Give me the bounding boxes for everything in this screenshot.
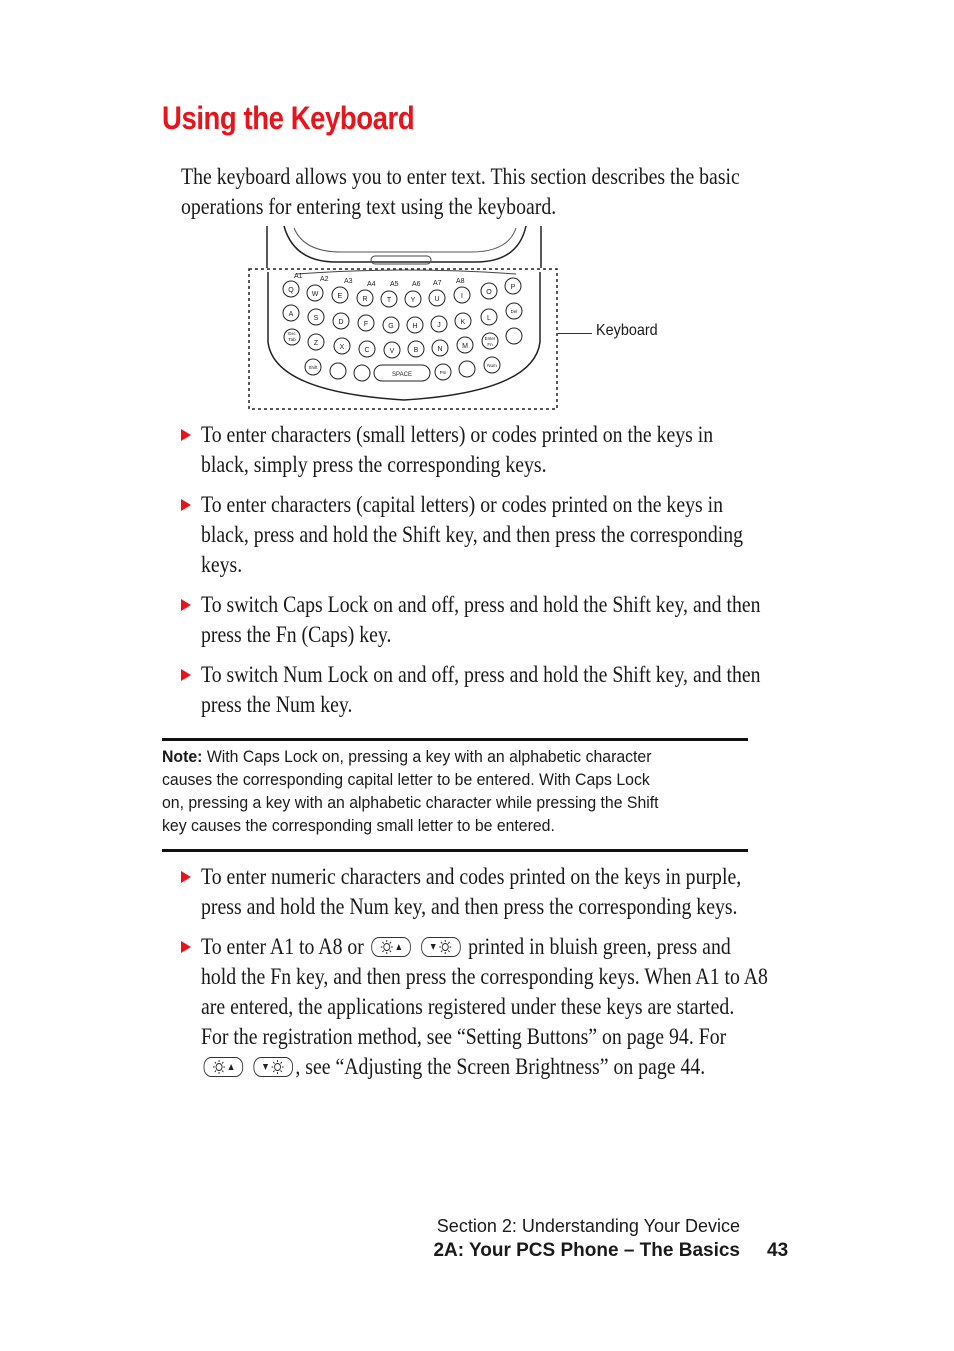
key-label: C	[364, 347, 370, 354]
key-label: X	[339, 344, 345, 351]
footer-chapter: 2A: Your PCS Phone – The Basics	[433, 1240, 740, 1261]
key-label: H	[412, 323, 418, 330]
key-label: Pm	[439, 370, 447, 375]
bullet-arrow-icon	[181, 669, 191, 681]
item-line: black, simply press the corresponding keys.	[201, 452, 547, 477]
key-label: V	[389, 348, 395, 355]
key-label: T	[386, 297, 392, 304]
key-label: J	[437, 322, 441, 329]
key-label: D	[338, 319, 344, 326]
key-label: Del	[510, 309, 518, 314]
note-bottom-rule	[162, 849, 748, 852]
item-line: To switch Num Lock on and off, press and hold the Shift key, and then	[201, 662, 761, 687]
item-line: printed in bluish green, press and	[468, 934, 731, 959]
bullet-list	[181, 420, 761, 730]
note-box	[162, 745, 720, 837]
key-label: M	[462, 343, 468, 350]
list-item	[181, 490, 761, 580]
key-label: O	[486, 289, 492, 296]
key-label: I	[461, 293, 463, 300]
key-label: Tab	[288, 337, 296, 342]
brightness-down-icon	[421, 937, 461, 957]
key-label: N	[437, 346, 443, 353]
brightness-down-icon	[253, 1057, 293, 1077]
callout-leader-line	[558, 333, 592, 334]
note-line: key causes the corresponding small letter to be entered.	[162, 816, 555, 835]
key-label: U	[434, 296, 440, 303]
key-label: Fn	[487, 342, 493, 347]
item-line: To enter A1 to A8 or	[201, 934, 364, 959]
key-label: B	[413, 347, 419, 354]
key-label: A3	[344, 278, 353, 285]
item-line: To enter numeric characters and codes printed on the keys in purple,	[201, 864, 742, 889]
list-item	[181, 420, 761, 480]
key-label: A2	[320, 276, 329, 283]
item-line: To switch Caps Lock on and off, press and hold the Shift key, and then	[201, 592, 761, 617]
bullet-arrow-icon	[181, 941, 191, 953]
key-label: K	[460, 319, 466, 326]
bullet-list	[181, 862, 768, 1092]
bullet-arrow-icon	[181, 599, 191, 611]
key-label: Num	[487, 363, 497, 368]
key-label: W	[311, 291, 319, 298]
key-label: F	[363, 321, 369, 328]
key-label: A6	[412, 281, 421, 288]
note-line: causes the corresponding capital letter to be entered. With Caps Lock	[162, 770, 650, 789]
intro-line: operations for entering text using the keyboard.	[181, 194, 557, 219]
key-label: A7	[433, 280, 442, 287]
item-line: To enter characters (small letters) or codes printed on the keys in	[201, 422, 714, 447]
list-item	[181, 862, 761, 922]
key-label: Y	[410, 297, 416, 304]
key-label: L	[487, 315, 491, 322]
key-label: E	[337, 293, 343, 300]
key-label: Z	[313, 340, 319, 347]
key-label: R	[362, 296, 368, 303]
key-label: P	[510, 284, 516, 291]
item-line: keys.	[201, 552, 243, 577]
key-label: A5	[390, 281, 399, 288]
item-line: are entered, the applications registered under these keys are started.	[201, 994, 735, 1019]
item-line: To enter characters (capital letters) or codes printed on the keys in	[201, 492, 724, 517]
item-line: press and hold the Num key, and then press the corresponding keys.	[201, 894, 738, 919]
list-item	[181, 590, 761, 650]
bullet-arrow-icon	[181, 871, 191, 883]
key-label: A	[288, 311, 294, 318]
page-title: Using the Keyboard	[162, 100, 415, 136]
item-line: For the registration method, see “Setting Buttons” on page 94. For	[201, 1024, 727, 1049]
note-line: on, pressing a key with an alphabetic character while pressing the Shift	[162, 793, 659, 812]
note-top-rule	[162, 738, 748, 741]
brightness-up-icon	[204, 1057, 244, 1077]
key-label: S	[313, 315, 319, 322]
key-label: Enter	[484, 336, 496, 341]
note-line: With Caps Lock on, pressing a key with an alphabetic character	[206, 747, 652, 766]
brightness-up-icon	[371, 937, 411, 957]
item-line: , see “Adjusting the Screen Brightness” on page 44.	[295, 1054, 706, 1079]
list-item	[181, 932, 768, 1082]
item-line: press the Num key.	[201, 692, 353, 717]
item-line: press the Fn (Caps) key.	[201, 622, 392, 647]
key-label: A4	[367, 281, 376, 288]
key-label: Shift	[308, 365, 318, 370]
list-item	[181, 660, 761, 720]
key-label: G	[388, 323, 394, 330]
bullet-arrow-icon	[181, 499, 191, 511]
footer-section: Section 2: Understanding Your Device	[436, 1216, 740, 1236]
key-label: SPACE	[392, 372, 412, 378]
keyboard-figure	[246, 222, 566, 414]
key-label: Q	[288, 287, 294, 294]
bullet-arrow-icon	[181, 429, 191, 441]
keyboard-callout: Keyboard	[596, 322, 658, 339]
key-label: A8	[456, 278, 465, 285]
key-label: A1	[294, 273, 303, 280]
key-label: Esc	[288, 331, 296, 336]
intro-paragraph	[181, 162, 740, 222]
page-number: 43	[767, 1240, 789, 1261]
intro-line: The keyboard allows you to enter text. This section describes the basic	[181, 164, 740, 189]
note-label: Note:	[162, 747, 203, 766]
item-line: black, press and hold the Shift key, and then press the corresponding	[201, 522, 744, 547]
item-line: hold the Fn key, and then press the corresponding keys. When A1 to A8	[201, 964, 768, 989]
